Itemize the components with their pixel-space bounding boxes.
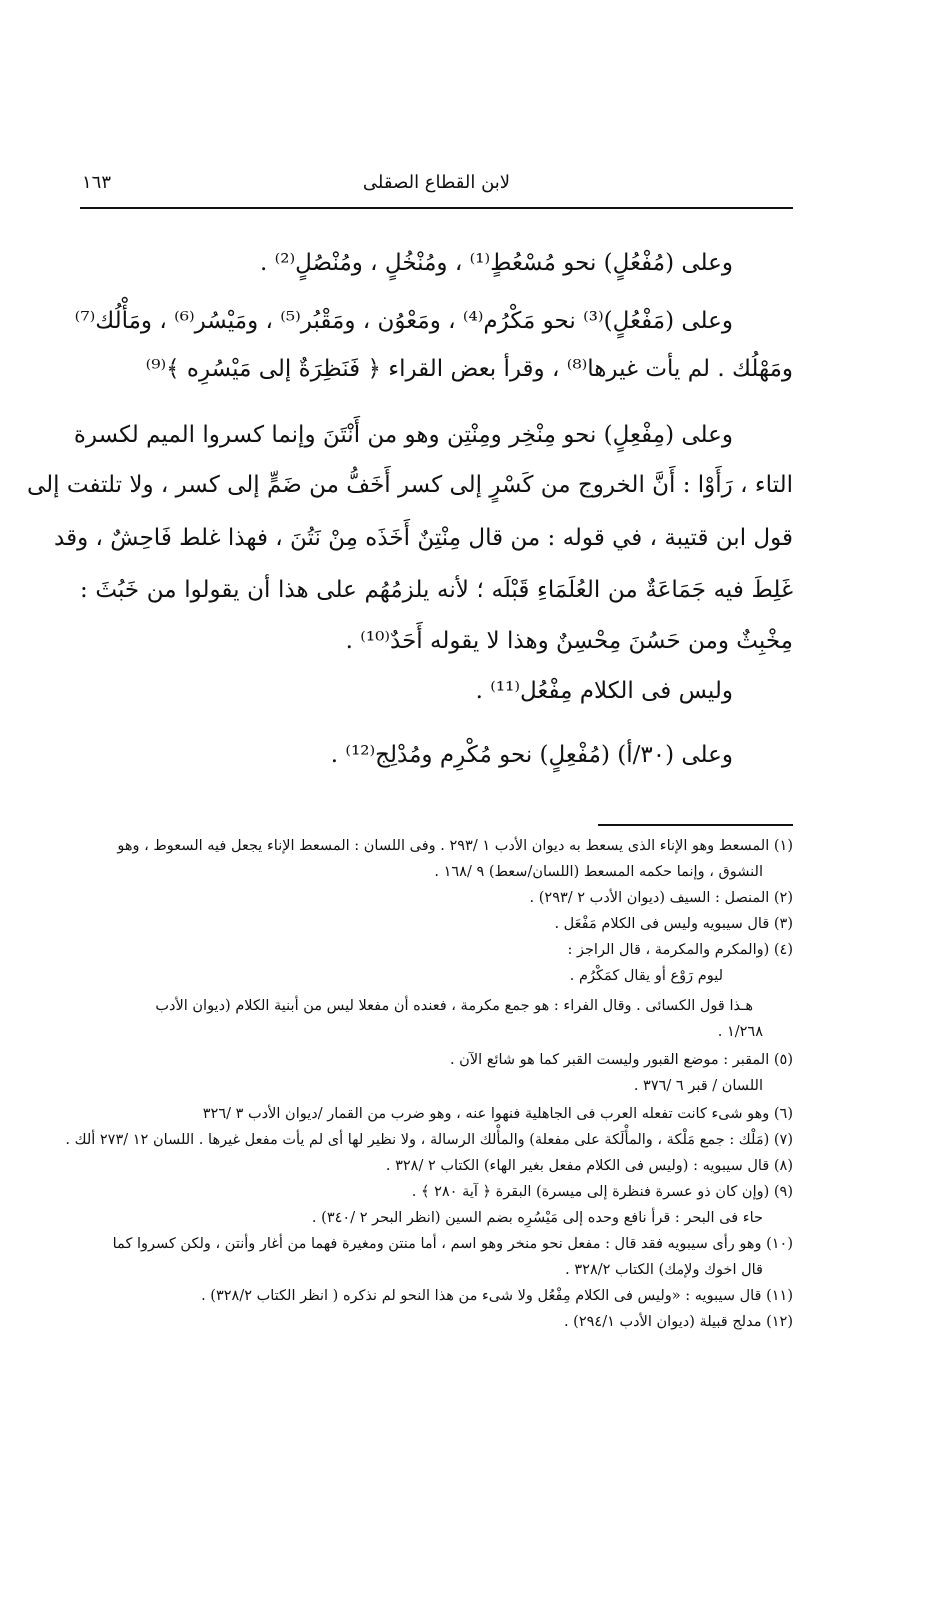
footnote-line: هـذا قول الكسائى . وقال الفراء : هو جمع مكرمة ، فعنده أن مفعلا ليس من أبنية الكلام (ديوان الأدب [155,998,753,1014]
footnote-line: ليوم رَوْع أو يقال كمَكْرُم . [569,968,723,984]
footnote-line: (١) المسعط وهو الإناء الذى يسعط به ديوان الأدب ١ /٢٩٣ . وفى اللسان : المسعط الإناء يجعل فيه السعوط ، وهو [117,838,793,854]
footnote-line: (١٠) وهو رأى سيبويه فقد قال : مفعل نحو منخر وهو اسم ، أما منتن ومغيرة فهما من أغار وأنتن ، ولكن كسروا كما [112,1236,793,1252]
footnote-line: اللسان / قبر ٦ /٣٧٦ . [633,1078,763,1094]
body-line: وعلى (مَفْعُلٍ)⁽³⁾ نحو مَكْرُم⁽⁴⁾ ، ومَعْوُن ، ومَقْبُر⁽⁵⁾ ، ومَيْسُر⁽⁶⁾ ، ومَأْلُك⁽⁷⁾ [74,308,733,334]
footnote-line: (٨) قال سيبويه : (وليس فى الكلام مفعل بغير الهاء) الكتاب ٢ /٣٢٨ . [385,1158,793,1174]
footnote-line: النشوق ، وإنما حكمه المسعط (اللسان/سعط) ٩ /١٦٨ . [434,864,763,880]
footnote-line: (٧) (مَلْك : جمع مَلْكة ، والمأْلَكة على مفعلة) والمأْلك الرسالة ، ولا نظير لها أى لم يأت مفعل غيرها . اللسان ١٢ /٢٧٣ ألك . [65,1132,793,1148]
body-line: قول ابن قتيبة ، في قوله : من قال مِنْتِنٌ أَخَذَه مِنْ نَتُنَ ، فهذا غلط فَاحِشٌ ، وقد [54,525,793,551]
running-title: لابن القطاع الصقلى [362,172,511,193]
footnote-line: (٩) (وإن كان ذو عسرة فنظرة إلى ميسرة) البقرة ﴿ آية ٢٨٠ ﴾ . [411,1184,793,1200]
running-header [80,168,793,208]
footnote-line: حاء فى البحر : قرأ نافع وحده إلى مَيْسُرِه بضم السين (انظر البحر ٢ /٣٤٠) . [311,1210,763,1226]
footnote-line: ١/٢٦٨ . [717,1024,763,1040]
body-line: وليس فى الكلام مِفْعُل⁽¹¹⁾ . [475,678,733,704]
footnote-line: (١٢) مدلج قبيلة (ديوان الأدب ٢٩٤/١) . [563,1314,793,1330]
footnote-line: (١١) قال سيبويه : «وليس فى الكلام مِفْعُل ولا شىء من هذا النحو لم نذكره ( انظر الكتاب ٣٢٨/٢) . [201,1288,793,1304]
body-line: غَلِطَ فيه جَمَاعَةٌ من العُلَمَاءِ قَبْلَه ؛ لأنه يلزمُهُم على هذا أن يقولوا من خَبُثَ : [80,577,793,603]
body-line: ومَهْلُك . لم يأت غيرها⁽⁸⁾ ، وقرأ بعض القراء ﴿ فَنَظِرَةٌ إلى مَيْسُرِه ﴾⁽⁹⁾ [145,356,793,382]
footnote-line: (٥) المقبر : موضع القبور وليست القبر كما هو شائع الآن . [449,1052,793,1068]
footnote-line: (٣) قال سيبويه وليس فى الكلام مَفْعَل . [554,916,793,932]
body-line: التاء ، رَأَوْا : أَنَّ الخروج من كَسْرٍ إلى كسر أَخَفُّ من ضَمٍّ إلى كسر ، ولا تلتفت إلى [26,472,793,498]
body-line: مِخْبِثٌ ومن حَسُنَ مِحْسِنٌ وهذا لا يقوله أَحَدٌ⁽¹⁰⁾ . [345,628,793,654]
footnote-rule [598,824,793,826]
page-number: ١٦٣ [82,172,112,193]
footnote-line: (٤) (والمكرم والمكرمة ، قال الراجز : [567,942,793,958]
body-line: وعلى (مُفْعُلٍ) نحو مُسْعُطٍ⁽¹⁾ ، ومُنْخُلٍ ، ومُنْصُلٍ⁽²⁾ . [259,250,733,276]
footnote-line: (٢) المنصل : السيف (ديوان الأدب ٢ /٢٩٣) . [529,890,793,906]
footnote-line: (٦) وهو شىء كانت تفعله العرب فى الجاهلية فنهوا عنه ، وهو ضرب من القمار /ديوان الأدب ٣ /٣٢٦ [202,1106,793,1122]
body-line: وعلى (٣٠/أ) (مُفْعِلٍ) نحو مُكْرِم ومُدْلِج⁽¹²⁾ . [330,742,733,768]
header-rule [80,207,793,209]
footnote-line: قال اخوك ولإمك) الكتاب ٣٢٨/٢ . [565,1262,763,1278]
body-line: وعلى (مِفْعِلٍ) نحو مِنْخِر ومِنْتِن وهو من أَنْتَنَ وإنما كسروا الميم لكسرة [73,422,733,448]
